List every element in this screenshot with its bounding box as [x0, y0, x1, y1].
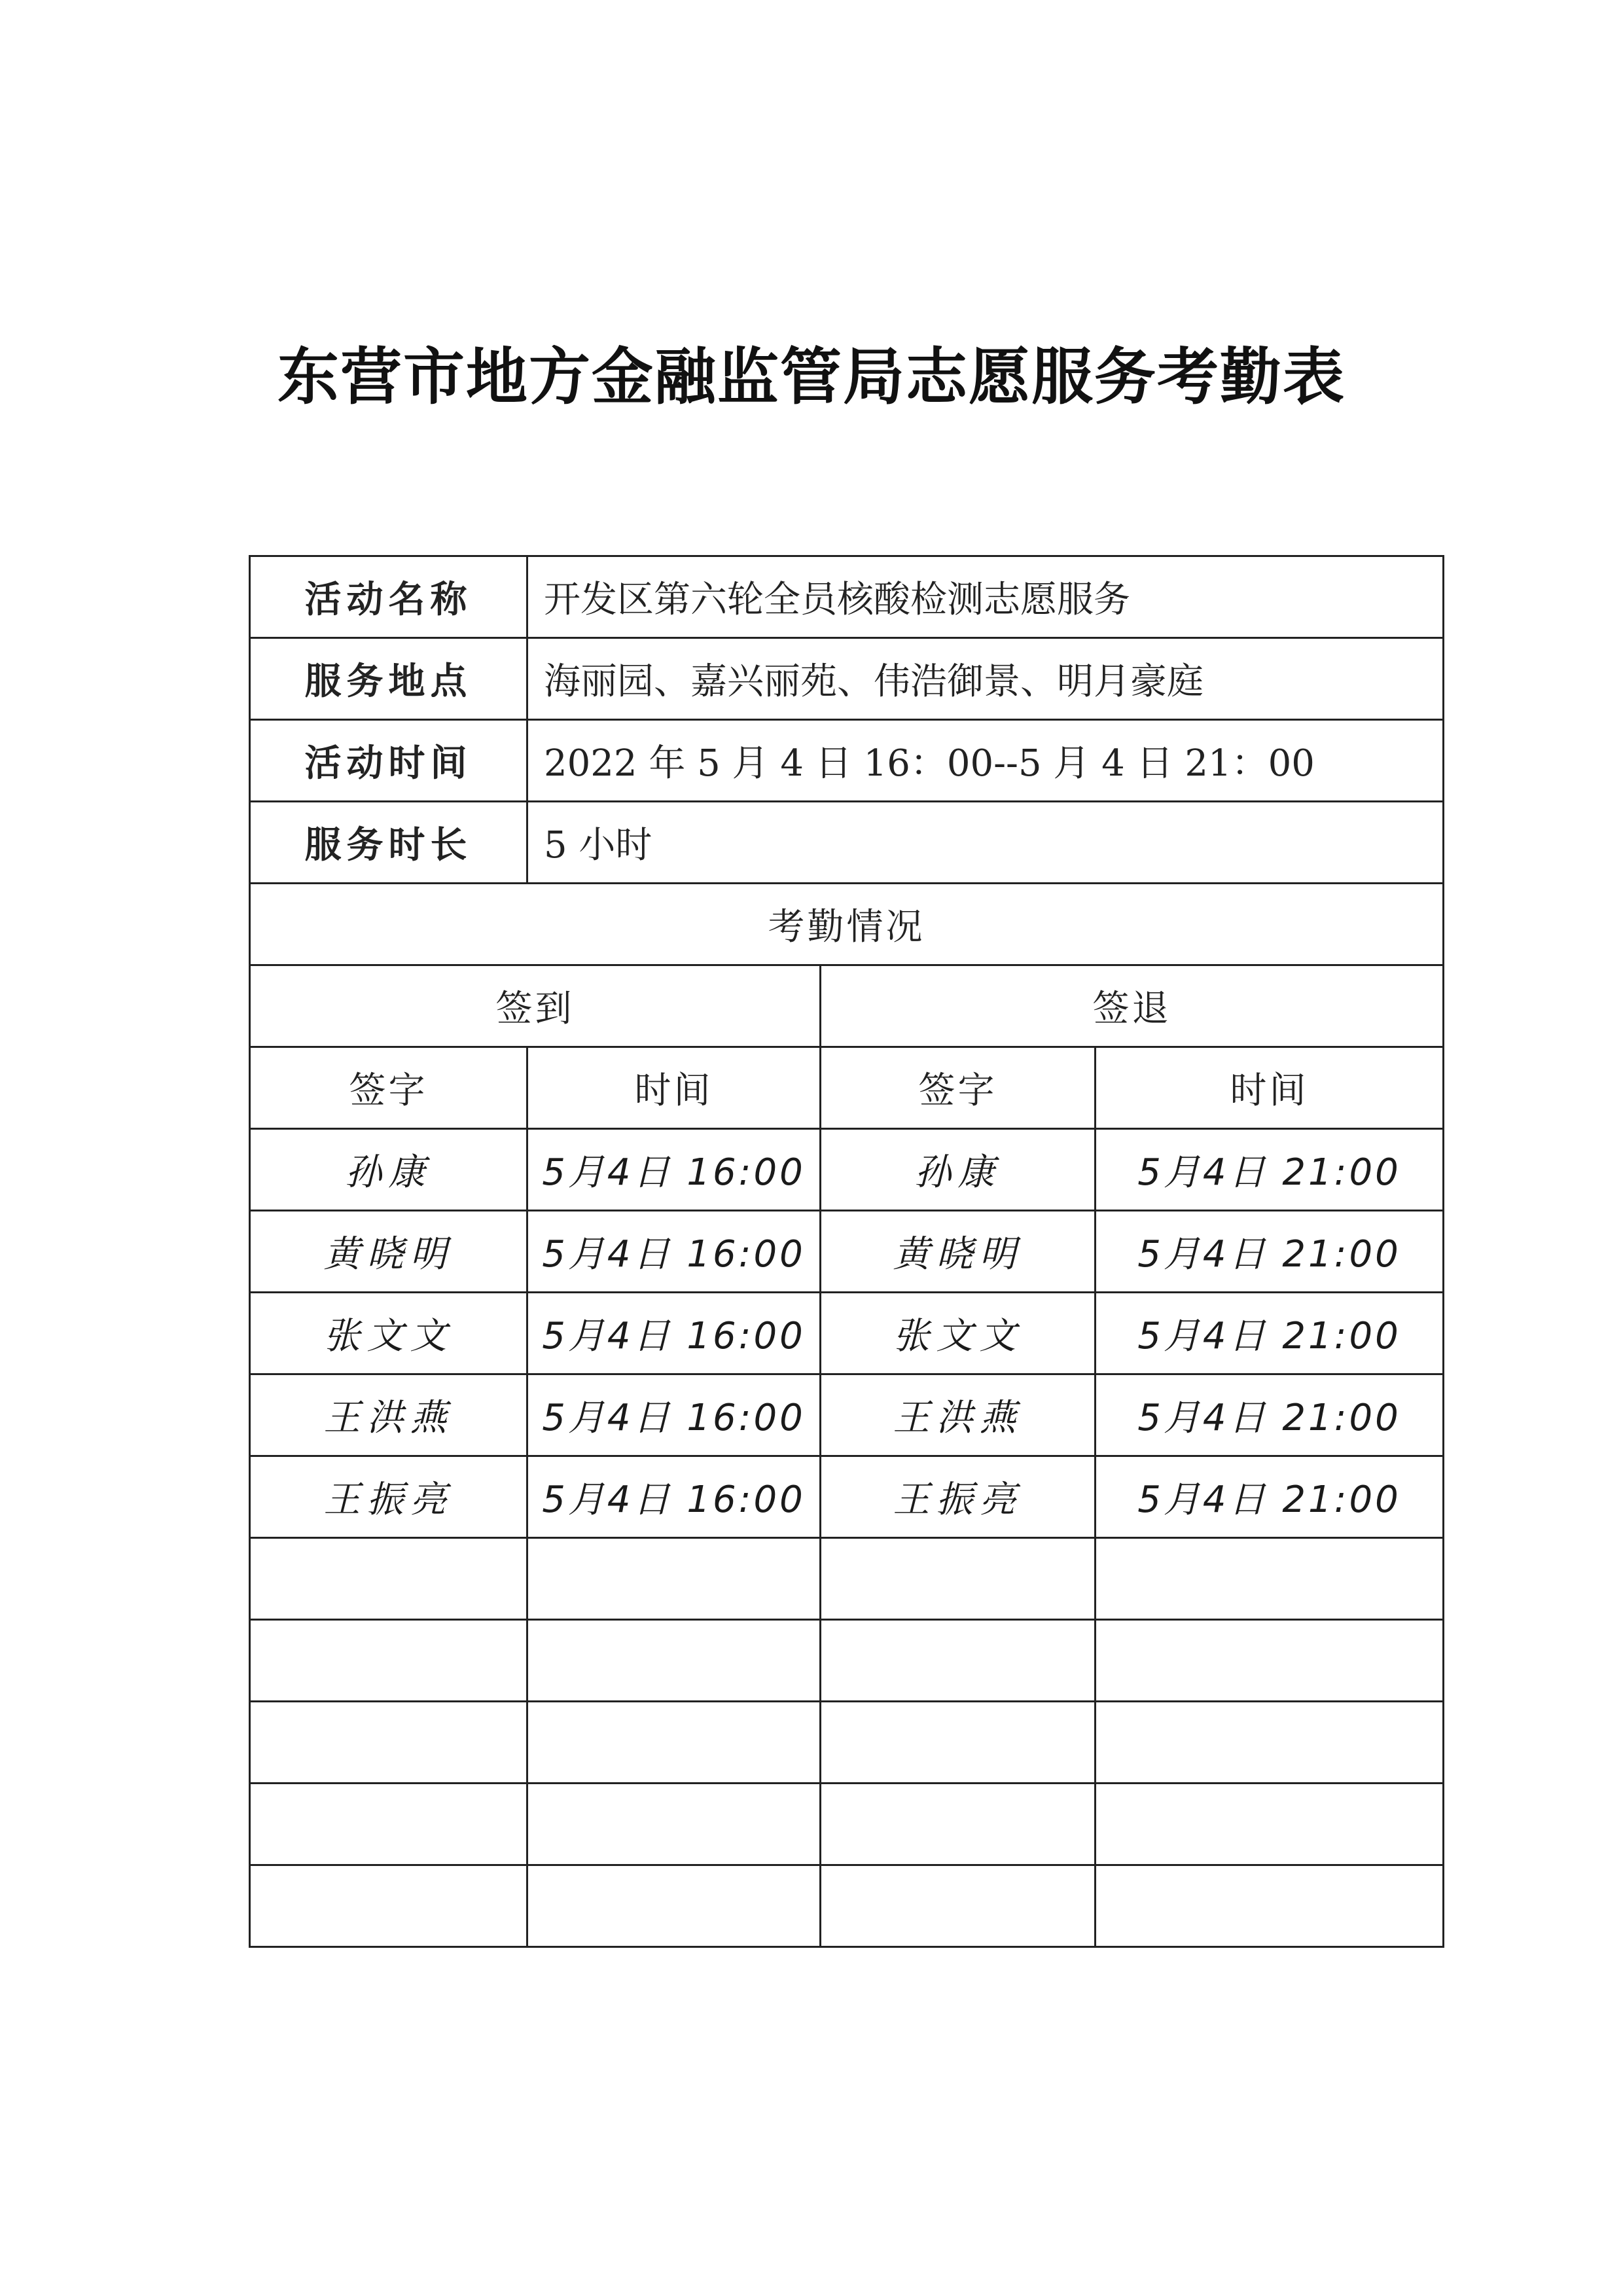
empty-cell	[250, 1784, 527, 1865]
empty-cell	[821, 1538, 1096, 1620]
empty-cell	[250, 1620, 527, 1702]
checkin-signature: 黄晓明	[250, 1211, 527, 1293]
empty-cell	[821, 1702, 1096, 1784]
table-row	[250, 1293, 1444, 1374]
empty-cell	[527, 1784, 821, 1865]
checkin-signature: 张文文	[250, 1293, 527, 1374]
checkin-signature: 王振亮	[250, 1456, 527, 1538]
empty-cell	[1096, 1702, 1444, 1784]
checkin-time: 5月4日 16:00	[527, 1129, 821, 1211]
empty-cell	[821, 1784, 1096, 1865]
time-label: 活动时间	[250, 720, 527, 802]
empty-row	[250, 1865, 1444, 1947]
empty-row	[250, 1620, 1444, 1702]
duration-label: 服务时长	[250, 802, 527, 884]
checkout-signature: 王振亮	[821, 1456, 1096, 1538]
table-row	[250, 1129, 1444, 1211]
duration-value: 5 小时	[527, 802, 1444, 884]
location-label: 服务地点	[250, 638, 527, 720]
attendance-section-row	[250, 884, 1444, 965]
time-value: 2022 年 5 月 4 日 16：00--5 月 4 日 21：00	[527, 720, 1444, 802]
duration-row	[250, 802, 1444, 884]
location-value: 海丽园、嘉兴丽苑、伟浩御景、明月豪庭	[527, 638, 1444, 720]
attendance-table	[249, 555, 1444, 1948]
empty-cell	[527, 1538, 821, 1620]
checkout-header: 签退	[821, 965, 1444, 1047]
empty-cell	[250, 1702, 527, 1784]
checkout-signature: 张文文	[821, 1293, 1096, 1374]
empty-row	[250, 1538, 1444, 1620]
document-title: 东营市地方金融监管局志愿服务考勤表	[277, 341, 1346, 413]
empty-row	[250, 1702, 1444, 1784]
empty-row	[250, 1784, 1444, 1865]
checkin-header: 签到	[250, 965, 821, 1047]
column-header-row	[250, 1047, 1444, 1129]
empty-cell	[527, 1702, 821, 1784]
checkin-signature: 孙康	[250, 1129, 527, 1211]
checkout-time: 5月4日 21:00	[1096, 1211, 1444, 1293]
empty-cell	[250, 1865, 527, 1947]
activity-name-label: 活动名称	[250, 556, 527, 638]
location-row	[250, 638, 1444, 720]
checkin-time: 5月4日 16:00	[527, 1374, 821, 1456]
table-row	[250, 1374, 1444, 1456]
checkin-signature-header: 签字	[250, 1047, 527, 1129]
empty-cell	[1096, 1538, 1444, 1620]
checkin-time: 5月4日 16:00	[527, 1456, 821, 1538]
checkin-checkout-header-row	[250, 965, 1444, 1047]
checkout-signature: 黄晓明	[821, 1211, 1096, 1293]
checkout-signature-header: 签字	[821, 1047, 1096, 1129]
checkin-signature: 王洪燕	[250, 1374, 527, 1456]
empty-cell	[527, 1620, 821, 1702]
checkout-time-header: 时间	[1096, 1047, 1444, 1129]
table-row	[250, 1211, 1444, 1293]
activity-name-row	[250, 556, 1444, 638]
checkin-time: 5月4日 16:00	[527, 1293, 821, 1374]
empty-cell	[1096, 1620, 1444, 1702]
attendance-section-title: 考勤情况	[250, 884, 1444, 965]
checkin-time-header: 时间	[527, 1047, 821, 1129]
checkout-time: 5月4日 21:00	[1096, 1374, 1444, 1456]
empty-cell	[821, 1620, 1096, 1702]
checkout-time: 5月4日 21:00	[1096, 1293, 1444, 1374]
activity-name-value: 开发区第六轮全员核酸检测志愿服务	[527, 556, 1444, 638]
empty-cell	[1096, 1865, 1444, 1947]
checkout-time: 5月4日 21:00	[1096, 1456, 1444, 1538]
checkout-signature: 孙康	[821, 1129, 1096, 1211]
checkout-time: 5月4日 21:00	[1096, 1129, 1444, 1211]
checkin-time: 5月4日 16:00	[527, 1211, 821, 1293]
empty-cell	[1096, 1784, 1444, 1865]
checkout-signature: 王洪燕	[821, 1374, 1096, 1456]
time-row	[250, 720, 1444, 802]
table-row	[250, 1456, 1444, 1538]
empty-cell	[821, 1865, 1096, 1947]
empty-cell	[527, 1865, 821, 1947]
empty-cell	[250, 1538, 527, 1620]
